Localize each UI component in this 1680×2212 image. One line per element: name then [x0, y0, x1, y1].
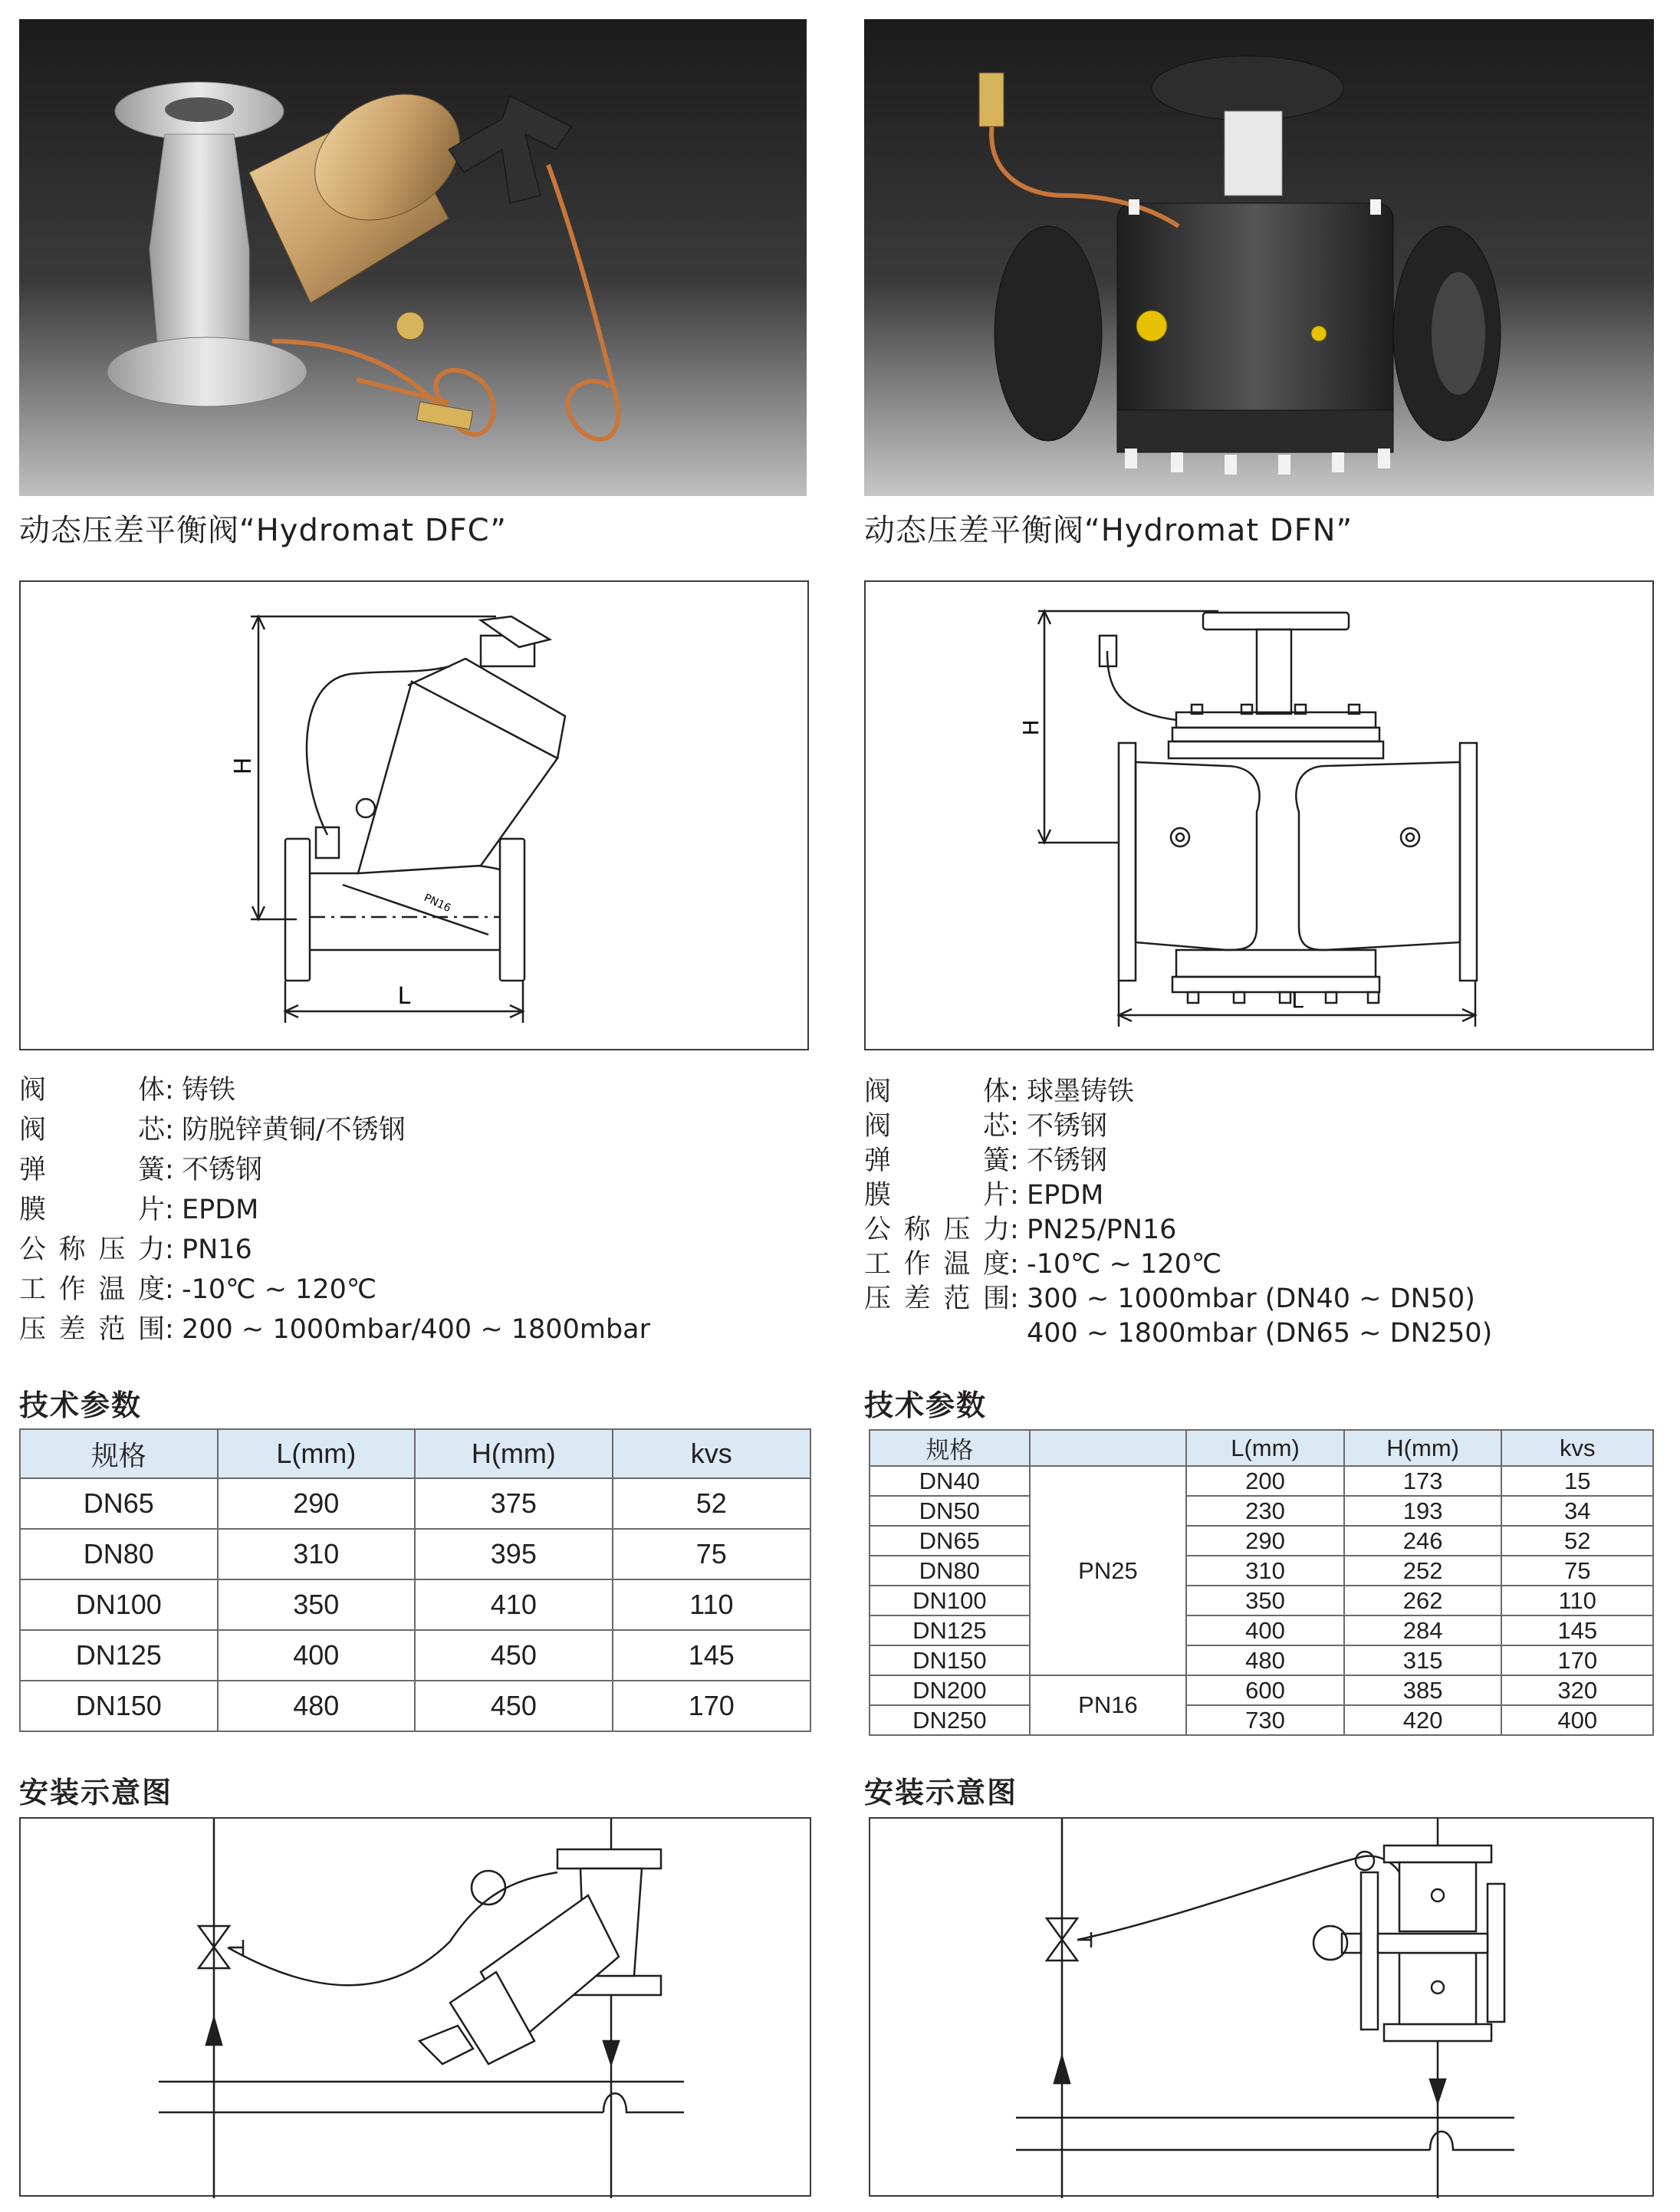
pn-group-cell: PN16: [1030, 1675, 1187, 1735]
params-table-dfn: [869, 1429, 1654, 1736]
spec-row: 膜片 : EPDM: [864, 1180, 1104, 1211]
spec-row: 工作温度 : -10℃ ~ 120℃: [19, 1274, 377, 1305]
table-row: DN150 480 315 170: [870, 1645, 1653, 1675]
table-row: DN40 PN25 200 173 15: [870, 1466, 1653, 1496]
spec-row: 400 ~ 1800mbar (DN65 ~ DN250): [1027, 1318, 1493, 1349]
caption-dfn: 动态压差平衡阀“Hydromat DFN”: [864, 513, 1353, 548]
dfn-h-label: H: [1018, 719, 1044, 736]
photo-dfc: [19, 19, 807, 496]
spec-row: 阀体 : 球墨铸铁: [864, 1076, 1135, 1107]
table-header: H(mm): [415, 1429, 613, 1478]
install-title-dfc: 安装示意图: [19, 1776, 173, 1809]
spec-row: 阀芯 : 不锈钢: [864, 1111, 1108, 1142]
photo-dfn: [864, 19, 1654, 496]
table-row: DN125 400 284 145: [870, 1615, 1653, 1645]
spec-row: 弹簧 : 不锈钢: [864, 1145, 1108, 1176]
dfc-pn-mark: PN16: [422, 892, 453, 915]
spec-row: 压差范围 : 200 ~ 1000mbar/400 ~ 1800mbar: [19, 1314, 650, 1345]
params-title-dfn: 技术参数: [864, 1389, 988, 1422]
specs-dfn: [864, 1075, 1492, 1351]
table-row: DN150 480 450 170: [20, 1681, 810, 1731]
table-header: 规格: [20, 1429, 218, 1478]
table-header: L(mm): [1186, 1430, 1344, 1466]
spec-row: 压差范围 : 300 ~ 1000mbar (DN40 ~ DN50): [864, 1283, 1475, 1314]
table-header: H(mm): [1344, 1430, 1502, 1466]
spec-row: 弹簧 : 不锈钢: [19, 1155, 263, 1185]
params-title-dfc: 技术参数: [19, 1389, 143, 1422]
table-row: DN65 290 375 52: [20, 1478, 810, 1529]
spec-row: 工作温度 : -10℃ ~ 120℃: [864, 1249, 1222, 1280]
table-header: kvs: [613, 1429, 810, 1478]
spec-row: 阀芯 : 防脱锌黄铜/不锈钢: [19, 1115, 406, 1145]
dfn-l-label: L: [1291, 988, 1304, 1013]
spec-row: 公称压力 : PN16: [19, 1234, 252, 1265]
table-header: L(mm): [218, 1429, 416, 1478]
spec-row: 阀体 : 铸铁: [19, 1075, 236, 1106]
table-row: DN200 PN16 600 385 320: [870, 1675, 1653, 1705]
dimension-drawing-dfc: [19, 580, 809, 1050]
table-row: DN125 400 450 145: [20, 1630, 810, 1681]
table-header: kvs: [1501, 1430, 1653, 1466]
dimension-drawing-dfn: [864, 580, 1654, 1050]
specs-dfc: [19, 1070, 650, 1349]
install-title-dfn: 安装示意图: [864, 1776, 1018, 1809]
dfc-l-label: L: [397, 983, 411, 1010]
spec-row: 膜片 : EPDM: [19, 1195, 259, 1225]
install-diagram-dfn: [869, 1817, 1654, 2197]
caption-dfc: 动态压差平衡阀“Hydromat DFC”: [19, 513, 507, 548]
table-header: [1030, 1430, 1187, 1466]
table-row: DN65 290 246 52: [870, 1526, 1653, 1556]
pn-group-cell: PN25: [1030, 1466, 1187, 1675]
params-table-dfc: [19, 1428, 811, 1732]
table-row: DN100 350 410 110: [20, 1579, 810, 1630]
table-row: DN50 230 193 34: [870, 1496, 1653, 1526]
dfc-h-label: H: [230, 757, 257, 775]
table-header: 规格: [870, 1430, 1030, 1466]
spec-row: 公称压力 : PN25/PN16: [864, 1214, 1177, 1245]
table-row: DN100 350 262 110: [870, 1586, 1653, 1615]
table-row: DN250 730 420 400: [870, 1705, 1653, 1735]
table-row: DN80 310 252 75: [870, 1556, 1653, 1586]
table-row: DN80 310 395 75: [20, 1529, 810, 1579]
install-diagram-dfc: [19, 1817, 811, 2197]
